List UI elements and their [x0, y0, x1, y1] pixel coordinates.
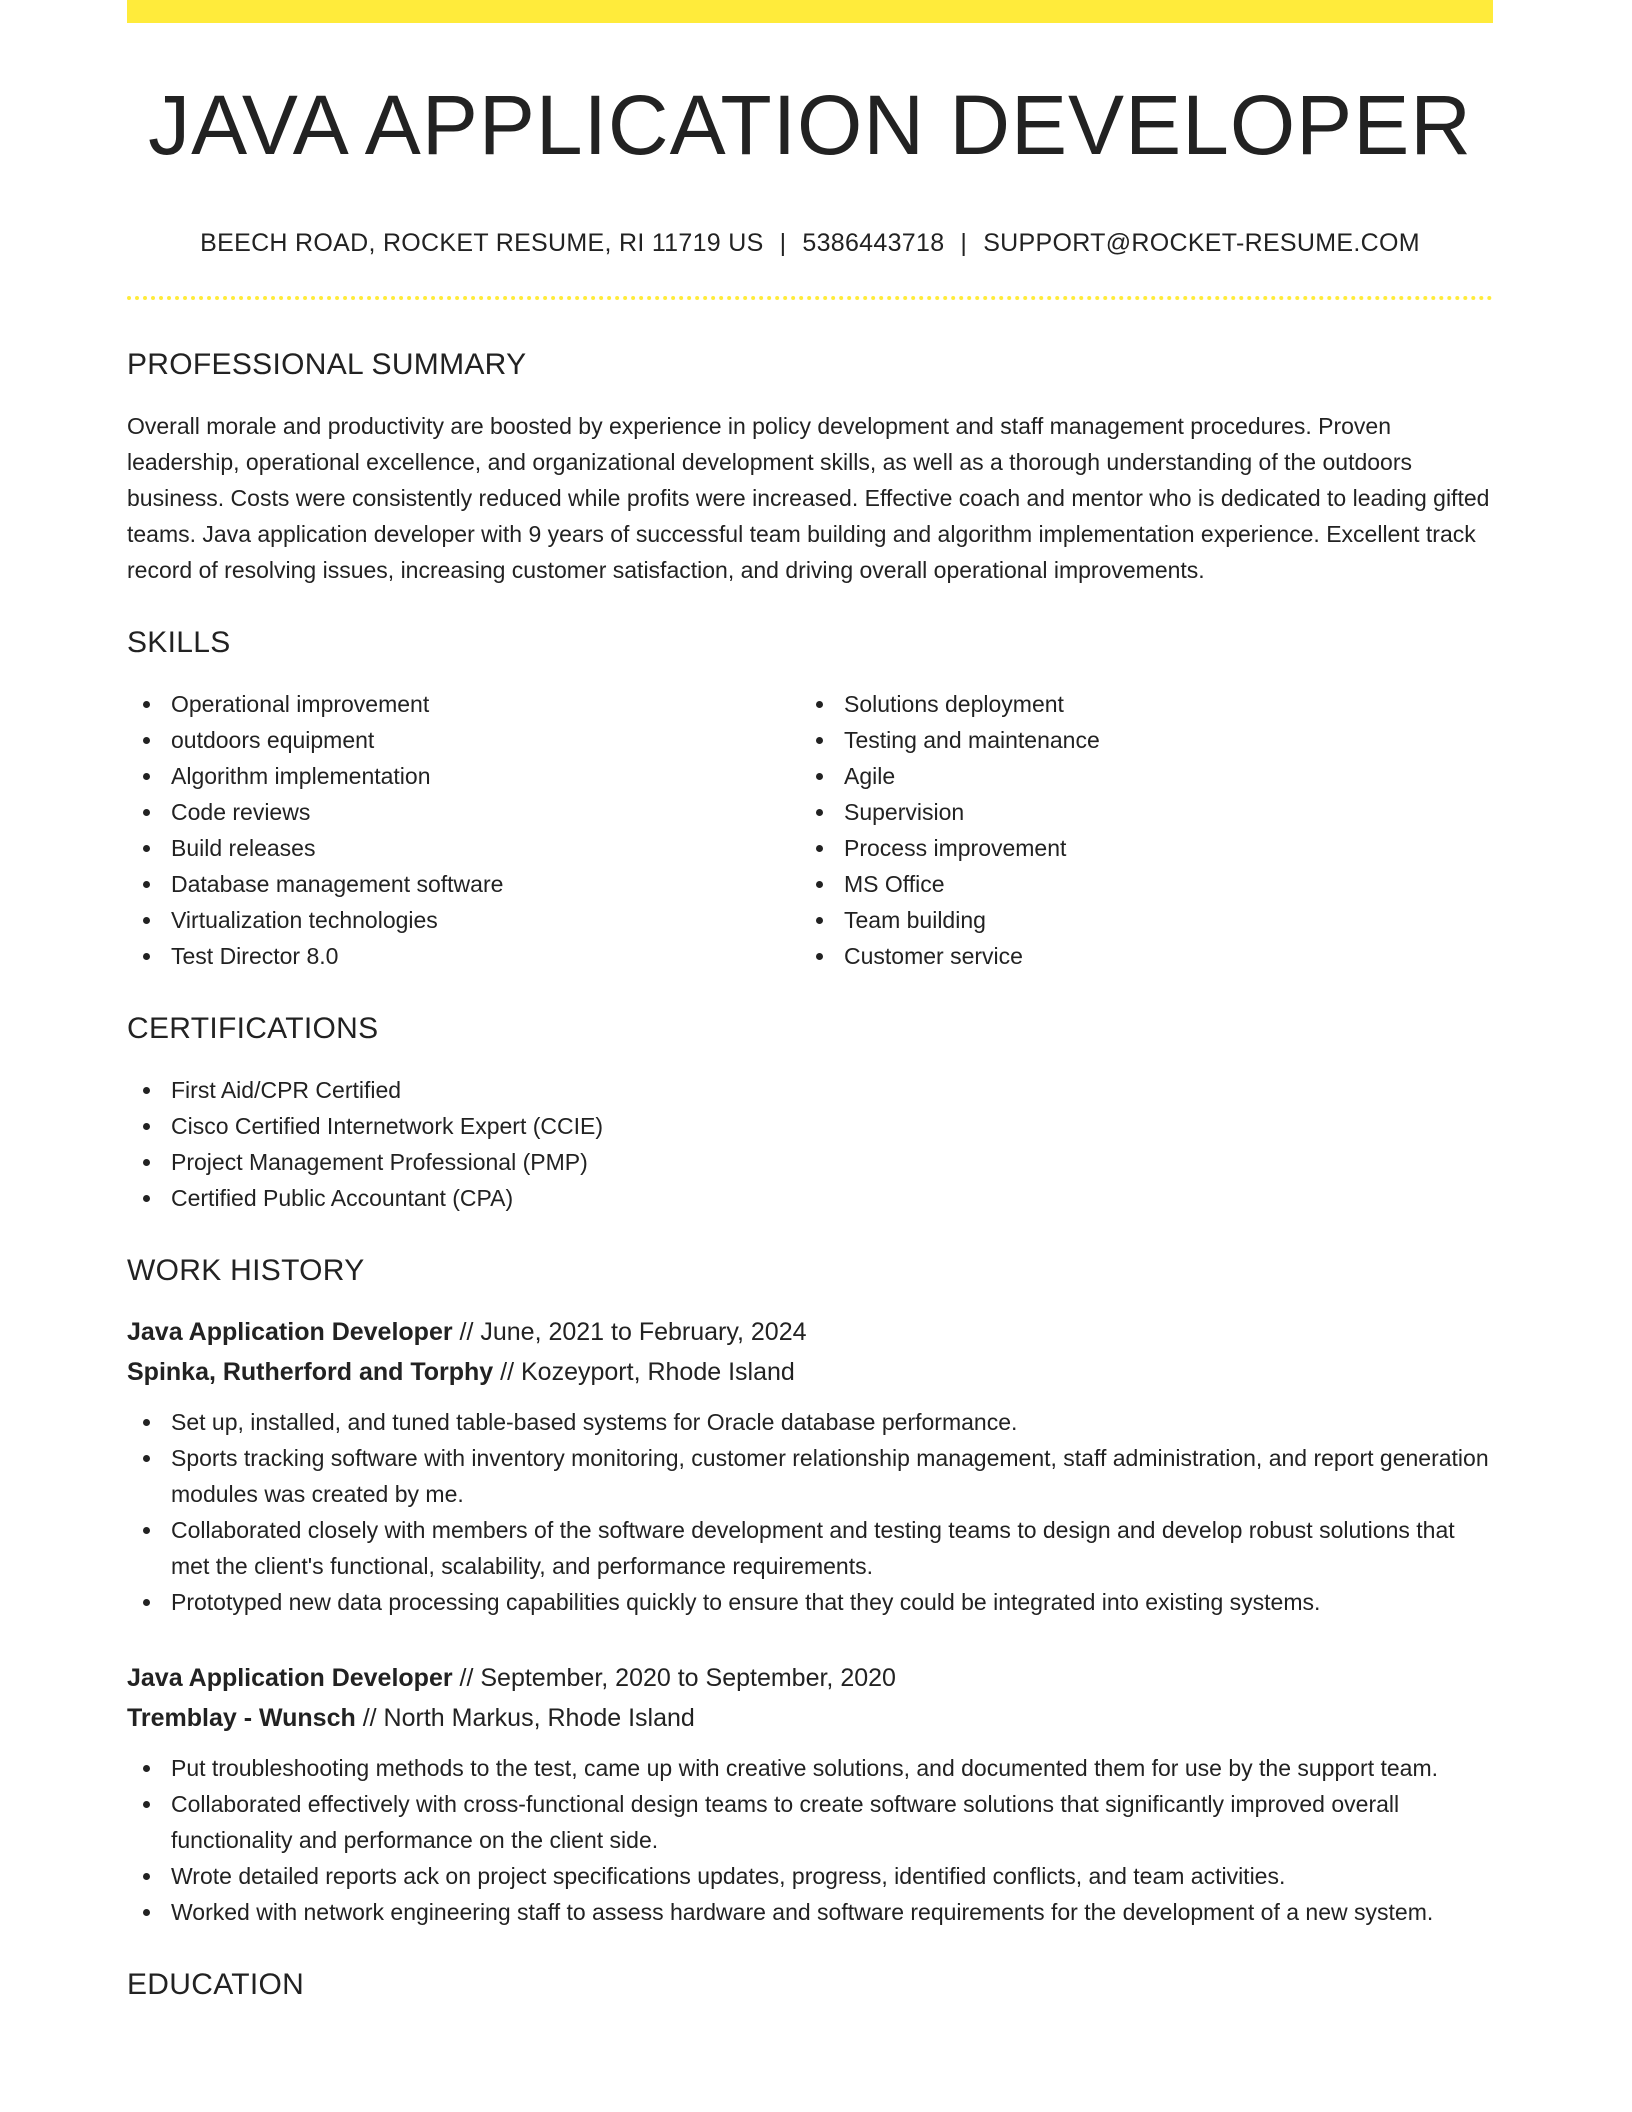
job-location: // North Markus, Rhode Island	[355, 1704, 695, 1733]
job-dates: // September, 2020 to September, 2020	[452, 1664, 896, 1693]
contact-separator: |	[779, 229, 787, 258]
job-entry	[127, 1312, 1493, 1620]
job-location: // Kozeyport, Rhode Island	[493, 1358, 795, 1387]
list-item: Agile	[800, 758, 1473, 794]
summary-heading: PROFESSIONAL SUMMARY	[127, 348, 527, 382]
list-item: Build releases	[127, 830, 800, 866]
job-title-line	[127, 1312, 1493, 1352]
contact-address: BEECH ROAD, ROCKET RESUME, RI 11719 US	[200, 229, 764, 258]
contact-line	[127, 229, 1493, 258]
list-item: First Aid/CPR Certified	[127, 1072, 1493, 1108]
list-item: Supervision	[800, 794, 1473, 830]
certifications-heading: CERTIFICATIONS	[127, 1012, 379, 1046]
list-item: Wrote detailed reports ack on project specifications updates, progress, identified conflicts, and team activities.	[127, 1858, 1493, 1894]
job-role: Java Application Developer	[127, 1664, 453, 1693]
job-dates: // June, 2021 to February, 2024	[452, 1318, 807, 1347]
list-item: Cisco Certified Internetwork Expert (CCIE)	[127, 1108, 1493, 1144]
job-role: Java Application Developer	[127, 1318, 453, 1347]
list-item: Testing and maintenance	[800, 722, 1473, 758]
job-company-line	[127, 1698, 1493, 1738]
contact-phone: 5386443718	[802, 229, 945, 258]
list-item: Put troubleshooting methods to the test, came up with creative solutions, and documented them for use by the support team.	[127, 1750, 1493, 1786]
list-item: MS Office	[800, 866, 1473, 902]
list-item: Worked with network engineering staff to assess hardware and software requirements for the development of a new system.	[127, 1894, 1493, 1930]
job-company-line	[127, 1352, 1493, 1392]
list-item: Collaborated closely with members of the software development and testing teams to design and develop robust solutions that met the client's functional, scalability, and performance requirements.	[127, 1512, 1493, 1584]
resume-page	[127, 0, 1493, 2002]
list-item: Database management software	[127, 866, 800, 902]
skills-left-list	[127, 686, 800, 974]
education-heading: EDUCATION	[127, 1968, 305, 2002]
skills-right-list	[800, 686, 1473, 974]
list-item: Virtualization technologies	[127, 902, 800, 938]
resume-name: JAVA APPLICATION DEVELOPER	[148, 78, 1472, 172]
contact-email: SUPPORT@ROCKET-RESUME.COM	[983, 229, 1420, 258]
list-item: Set up, installed, and tuned table-based systems for Oracle database performance.	[127, 1404, 1493, 1440]
list-item: Solutions deployment	[800, 686, 1473, 722]
list-item: Test Director 8.0	[127, 938, 800, 974]
job-title-line	[127, 1658, 1493, 1698]
job-entry	[127, 1658, 1493, 1930]
list-item: outdoors equipment	[127, 722, 800, 758]
work-history-heading: WORK HISTORY	[127, 1254, 365, 1288]
certifications-list	[127, 1072, 1493, 1216]
list-item: Project Management Professional (PMP)	[127, 1144, 1493, 1180]
job-bullets	[127, 1404, 1493, 1620]
list-item: Process improvement	[800, 830, 1473, 866]
job-bullets	[127, 1750, 1493, 1930]
list-item: Code reviews	[127, 794, 800, 830]
skills-heading: SKILLS	[127, 626, 231, 660]
list-item: Collaborated effectively with cross-functional design teams to create software solutions that significantly improved overall functionality and performance on the client side.	[127, 1786, 1493, 1858]
contact-separator: |	[960, 229, 968, 258]
list-item: Team building	[800, 902, 1473, 938]
list-item: Prototyped new data processing capabilities quickly to ensure that they could be integrated into existing systems.	[127, 1584, 1493, 1620]
list-item: Certified Public Accountant (CPA)	[127, 1180, 1493, 1216]
list-item: Sports tracking software with inventory monitoring, customer relationship management, staff administration, and report generation modules was created by me.	[127, 1440, 1493, 1512]
dotted-divider	[127, 296, 1493, 300]
summary-text: Overall morale and productivity are boosted by experience in policy development and staff management procedures. Proven leadership, operational excellence, and organizational development skills, as well as a thorough understanding of the outdoors business. Costs were consistently reduced while profits were increased. Effective coach and mentor who is dedicated to leading gifted teams. Java application developer with 9 years of successful team building and algorithm implementation experience. Excellent track record of resolving issues, increasing customer satisfaction, and driving overall operational improvements.	[127, 413, 1490, 584]
list-item: Operational improvement	[127, 686, 800, 722]
job-company: Tremblay - Wunsch	[127, 1704, 356, 1733]
job-company: Spinka, Rutherford and Torphy	[127, 1358, 494, 1387]
list-item: Algorithm implementation	[127, 758, 800, 794]
top-accent-bar	[127, 0, 1493, 23]
skills-grid	[127, 686, 1493, 974]
list-item: Customer service	[800, 938, 1473, 974]
